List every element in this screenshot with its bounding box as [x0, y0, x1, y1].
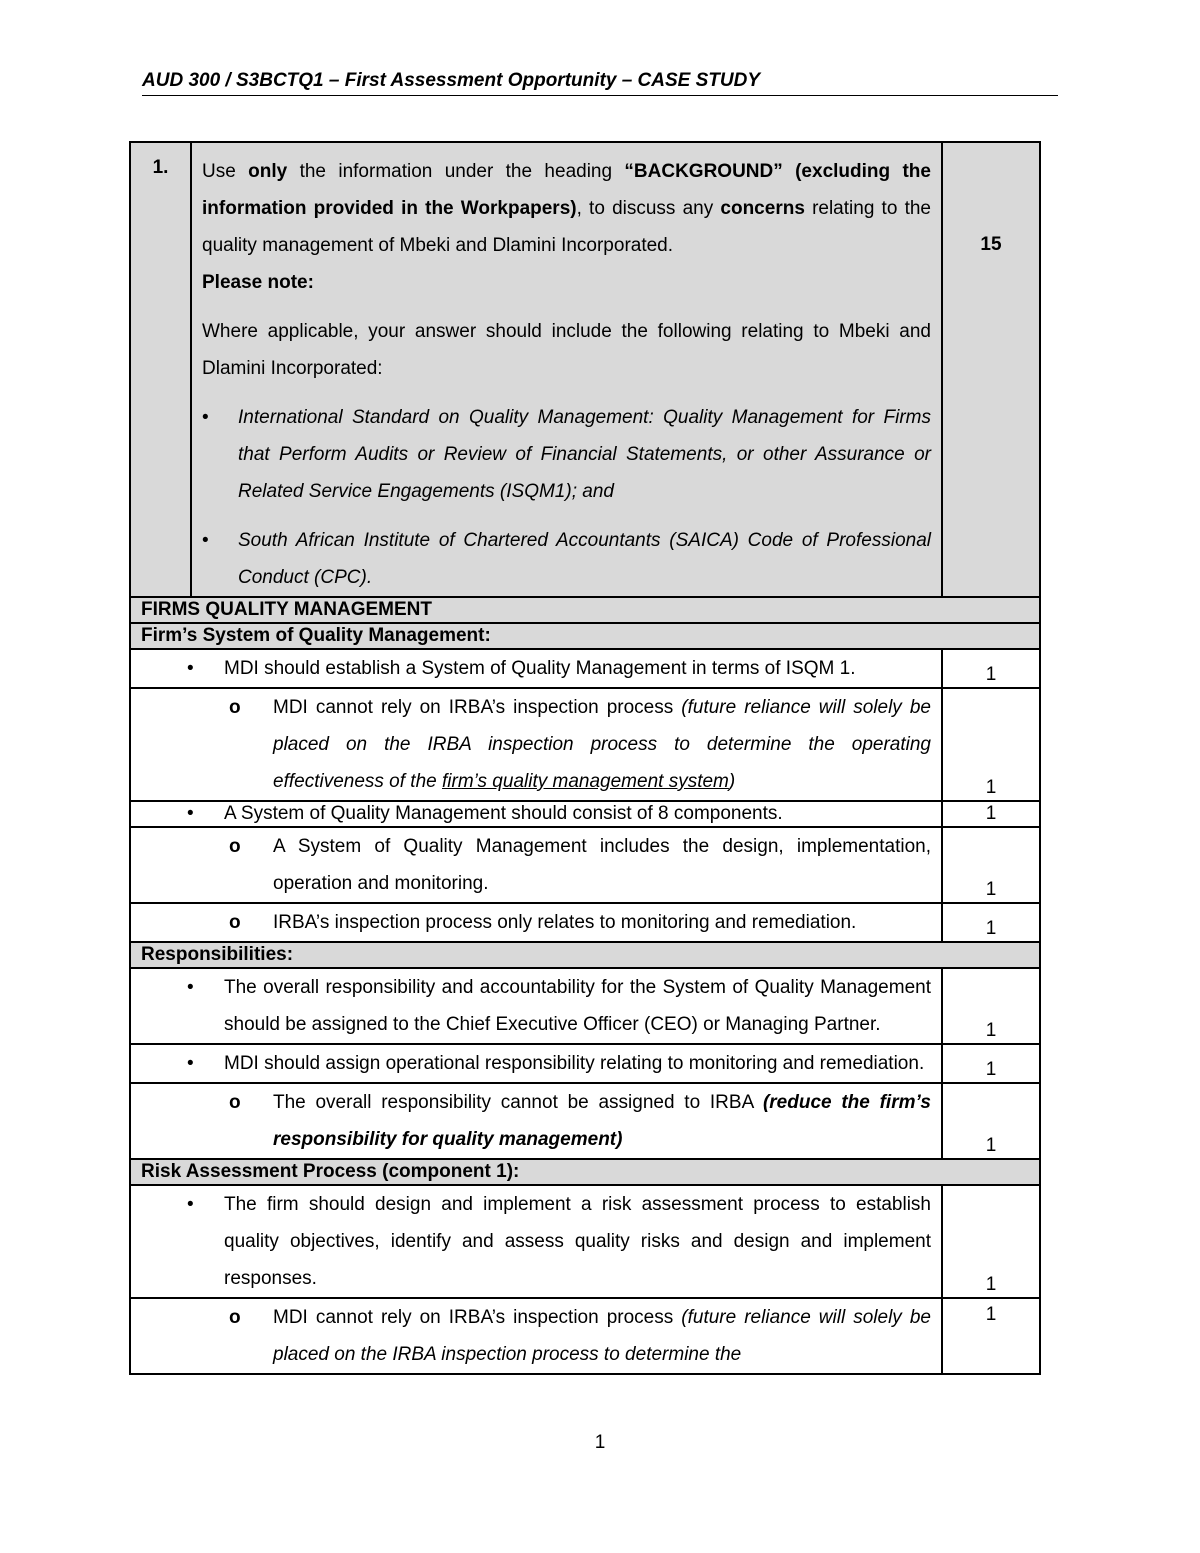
question-marks: 15: [942, 142, 1040, 597]
memo-table: [129, 141, 1041, 1375]
table-row: • The firm should design and implement a risk assessment process to establish quality objectives, identify and assess quality risks and design and implement responses. 1: [130, 1185, 1040, 1298]
question-number: 1.: [130, 142, 191, 597]
mark-cell: 1: [942, 968, 1040, 1044]
mark-cell: 1: [942, 1298, 1040, 1374]
requirements-list: [202, 399, 931, 596]
bullet-icon: •: [187, 1194, 194, 1215]
please-note-label: Please note:: [202, 272, 314, 293]
list-item: • South African Institute of Chartered Accountants (SAICA) Code of Professional Conduct (CPC).: [202, 522, 931, 596]
bullet-icon: •: [187, 658, 194, 679]
mark-cell: 1: [942, 1044, 1040, 1083]
sub-bullet-icon: o: [229, 697, 241, 718]
mark-cell: 1: [942, 1185, 1040, 1298]
bullet-icon: •: [187, 977, 194, 998]
question-text: Use only the information under the heading “BACKGROUND” (excluding the information provided in the Workpapers), to discuss any concerns relating to the quality management of Mbeki and Dlamini Incorporated. Please note: Where applicable, your answer should include the following relating to Mbeki and Dlamini Incorporated: • International Standard on Quality Management: Quality Management for Firms that Perform Audits or Review of Financial Statements, or other Assurance or Related Service Engagements (ISQM1); and • South African Institute of Chartered Accountants (SAICA) Code of Professional Conduct (CPC).: [191, 142, 942, 597]
mark-cell: 1: [942, 903, 1040, 942]
table-row: o The overall responsibility cannot be assigned to IRBA (reduce the firm’s responsibility for quality management) 1: [130, 1083, 1040, 1159]
mark-cell: 1: [942, 801, 1040, 827]
mark-cell: 1: [942, 827, 1040, 903]
section-heading: FIRMS QUALITY MANAGEMENT: [130, 597, 1040, 623]
page-number: 1: [594, 1432, 606, 1453]
subheading: Firm’s System of Quality Management:: [130, 623, 1040, 649]
table-row: o MDI cannot rely on IRBA’s inspection process (future reliance will solely be placed on the IRBA inspection process to determine the 1: [130, 1298, 1040, 1374]
subheading: Responsibilities:: [130, 942, 1040, 968]
list-item: • International Standard on Quality Management: Quality Management for Firms that Perform Audits or Review of Financial Statements, or other Assurance or Related Service Engagements (ISQM1); and: [202, 399, 931, 510]
mark-cell: 1: [942, 1083, 1040, 1159]
table-row: • MDI should establish a System of Quality Management in terms of ISQM 1. 1: [130, 649, 1040, 688]
sub-bullet-icon: o: [229, 912, 241, 933]
bullet-icon: •: [202, 530, 209, 551]
mark-cell: 1: [942, 649, 1040, 688]
sub-bullet-icon: o: [229, 1092, 241, 1113]
bullet-icon: •: [187, 1053, 194, 1074]
sub-bullet-icon: o: [229, 836, 241, 857]
bullet-icon: •: [187, 803, 194, 824]
table-row: • The overall responsibility and accountability for the System of Quality Management should be assigned to the Chief Executive Officer (CEO) or Managing Partner. 1: [130, 968, 1040, 1044]
table-row: • A System of Quality Management should consist of 8 components. 1: [130, 801, 1040, 827]
page-header: AUD 300 / S3BCTQ1 – First Assessment Opportunity – CASE STUDY: [142, 70, 1058, 96]
bullet-icon: •: [202, 407, 209, 428]
table-row: o IRBA’s inspection process only relates to monitoring and remediation. 1: [130, 903, 1040, 942]
question-row: [130, 142, 1040, 597]
where-applicable: Where applicable, your answer should include the following relating to Mbeki and Dlamini Incorporated:: [202, 321, 931, 379]
sub-bullet-icon: o: [229, 1307, 241, 1328]
mark-cell: 1: [942, 688, 1040, 801]
subheading: Risk Assessment Process (component 1):: [130, 1159, 1040, 1185]
table-row: • MDI should assign operational responsibility relating to monitoring and remediation. 1: [130, 1044, 1040, 1083]
table-row: o A System of Quality Management includes the design, implementation, operation and monitoring. 1: [130, 827, 1040, 903]
table-row: o MDI cannot rely on IRBA’s inspection process (future reliance will solely be placed on the IRBA inspection process to determine the operating effectiveness of the firm’s quality management system) 1: [130, 688, 1040, 801]
